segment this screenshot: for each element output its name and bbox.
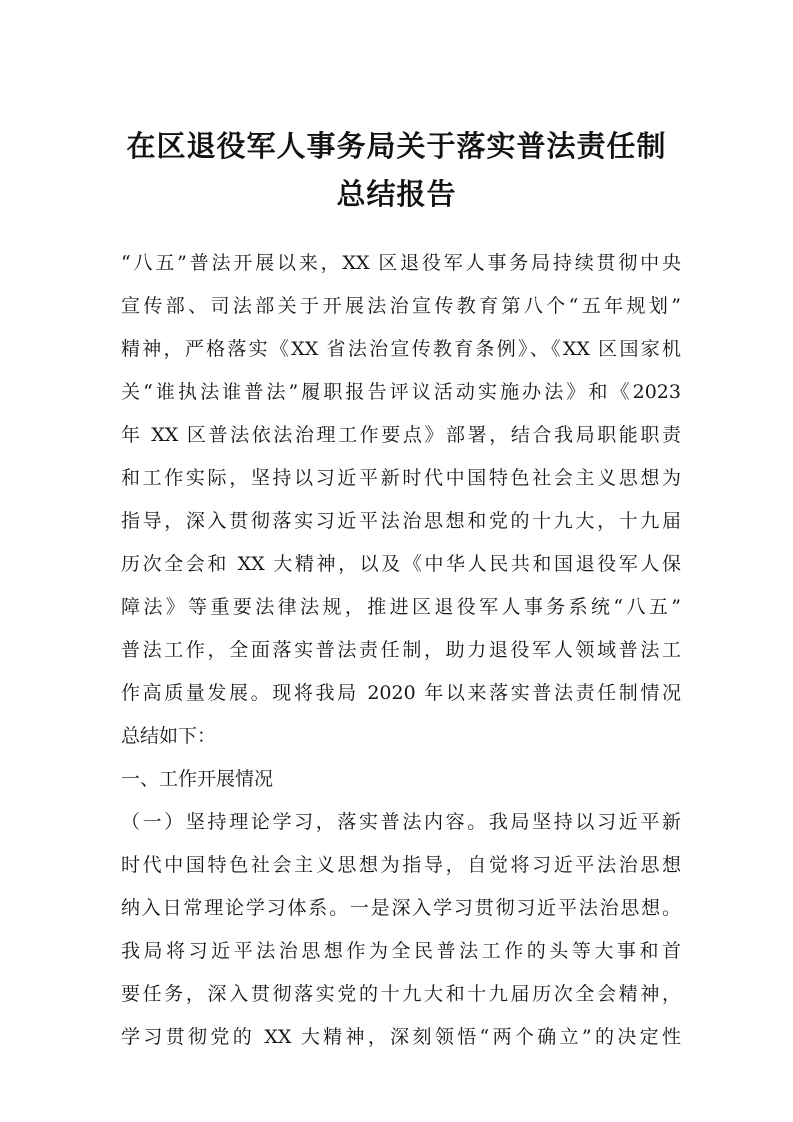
body-line: 学习贯彻党的 XX 大精神，深刻领悟“两个确立”的决定性: [121, 1026, 681, 1048]
body-line: 指导，深入贯彻落实习近平法治思想和党的十九大，十九届: [121, 510, 681, 532]
body-line: 普法工作，全面落实普法责任制，助力退役军人领域普法工: [121, 639, 681, 661]
body-line: 精神，严格落实《XX 省法治宣传教育条例》、《XX 区国家机: [121, 338, 681, 360]
body-line: 要任务，深入贯彻落实党的十九大和十九届历次全会精神，: [121, 983, 681, 1005]
body-line: 关“谁执法谁普法”履职报告评议活动实施办法》和《2023: [121, 381, 681, 403]
body-line: 障法》等重要法律法规，推进区退役军人事务系统“八五”: [121, 596, 681, 618]
body-line: 我局将习近平法治思想作为全民普法工作的头等大事和首: [121, 940, 681, 962]
document-title-line-1: 在区退役军人事务局关于落实普法责任制: [126, 129, 667, 163]
body-line: 时代中国特色社会主义思想为指导，自觉将习近平法治思想: [121, 854, 681, 876]
body-line: （一）坚持理论学习，落实普法内容。我局坚持以习近平新: [121, 811, 681, 833]
body-line: 作高质量发展。现将我局 2020 年以来落实普法责任制情况: [121, 682, 681, 704]
body-line: 宣传部、司法部关于开展法治宣传教育第八个“五年规划”: [121, 295, 681, 317]
body-line: 纳入日常理论学习体系。一是深入学习贯彻习近平法治思想。: [121, 897, 681, 919]
body-line: 总结如下：: [121, 725, 217, 747]
body-line: 年 XX 区普法依法治理工作要点》部署，结合我局职能职责: [121, 424, 681, 446]
body-line: 历次全会和 XX 大精神，以及《中华人民共和国退役军人保: [121, 553, 681, 575]
section-heading: 一、工作开展情况: [121, 768, 274, 790]
document-title-line-2: 总结报告: [336, 177, 457, 211]
body-line: 和工作实际，坚持以习近平新时代中国特色社会主义思想为: [121, 467, 681, 489]
body-line: “八五”普法开展以来，XX 区退役军人事务局持续贯彻中央: [121, 252, 681, 274]
